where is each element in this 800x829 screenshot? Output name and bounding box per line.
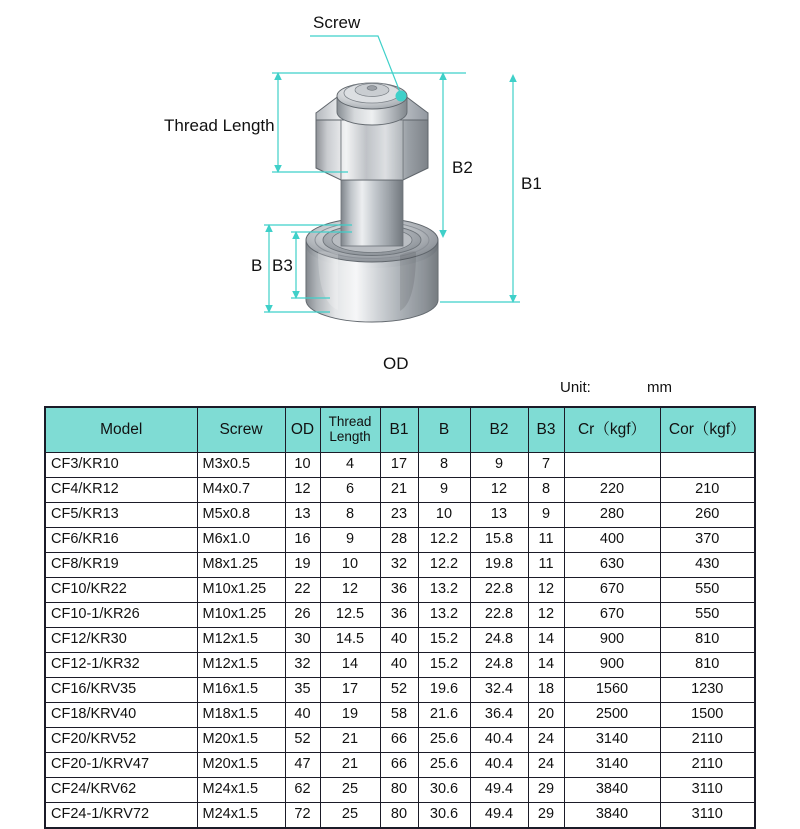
cell-cor: 260 [660, 503, 755, 528]
cell-b2: 40.4 [470, 728, 528, 753]
cell-model: CF16/KRV35 [45, 678, 197, 703]
table-row [45, 628, 755, 653]
cell-b1: 52 [380, 678, 418, 703]
table-row [45, 678, 755, 703]
cell-model: CF24-1/KRV72 [45, 803, 197, 829]
cell-b: 12.2 [418, 553, 470, 578]
table-row [45, 578, 755, 603]
cell-thread-length: 21 [320, 728, 380, 753]
cell-screw: M10x1.25 [197, 578, 285, 603]
cell-b3: 11 [528, 528, 564, 553]
cell-b2: 36.4 [470, 703, 528, 728]
cell-b1: 23 [380, 503, 418, 528]
label-od: OD [383, 354, 409, 373]
specification-table-container [44, 406, 754, 829]
cell-b2: 40.4 [470, 753, 528, 778]
cell-b: 21.6 [418, 703, 470, 728]
cell-b: 13.2 [418, 603, 470, 628]
cell-cor: 550 [660, 603, 755, 628]
dim-arrow-b3 [292, 231, 300, 299]
cell-od: 40 [285, 703, 320, 728]
cell-cor: 2110 [660, 728, 755, 753]
cell-b: 30.6 [418, 803, 470, 829]
cell-od: 10 [285, 453, 320, 478]
cell-cr: 900 [564, 653, 660, 678]
label-b3: B3 [272, 256, 293, 275]
table-row [45, 553, 755, 578]
cell-model: CF20-1/KRV47 [45, 753, 197, 778]
bearing-illustration [0, 0, 800, 395]
cell-b2: 12 [470, 478, 528, 503]
cell-cor: 810 [660, 628, 755, 653]
cell-b1: 36 [380, 603, 418, 628]
table-row [45, 603, 755, 628]
cell-cor: 210 [660, 478, 755, 503]
cell-model: CF8/KR19 [45, 553, 197, 578]
cell-thread-length: 14 [320, 653, 380, 678]
label-b1: B1 [521, 174, 542, 193]
cell-b3: 8 [528, 478, 564, 503]
column-header-cor: Cor（kgf） [660, 407, 755, 453]
unit-value: mm [647, 379, 672, 396]
cell-cr: 3140 [564, 728, 660, 753]
cell-screw: M8x1.25 [197, 553, 285, 578]
cell-cr: 1560 [564, 678, 660, 703]
cell-thread-length: 12.5 [320, 603, 380, 628]
cell-od: 62 [285, 778, 320, 803]
table-row [45, 528, 755, 553]
cell-b1: 17 [380, 453, 418, 478]
cell-b3: 7 [528, 453, 564, 478]
cell-cr: 3140 [564, 753, 660, 778]
cell-model: CF20/KRV52 [45, 728, 197, 753]
cell-cor: 550 [660, 578, 755, 603]
cell-b3: 11 [528, 553, 564, 578]
cell-b2: 49.4 [470, 803, 528, 829]
table-row [45, 728, 755, 753]
table-row [45, 803, 755, 829]
cell-b3: 24 [528, 753, 564, 778]
cell-screw: M20x1.5 [197, 753, 285, 778]
cell-b2: 15.8 [470, 528, 528, 553]
cell-cor: 810 [660, 653, 755, 678]
cell-model: CF18/KRV40 [45, 703, 197, 728]
cell-thread-length: 4 [320, 453, 380, 478]
cell-od: 13 [285, 503, 320, 528]
dim-arrow-thread-length [274, 72, 282, 173]
cell-screw: M12x1.5 [197, 628, 285, 653]
table-row [45, 478, 755, 503]
column-header-od: OD [285, 407, 320, 453]
cell-screw: M24x1.5 [197, 778, 285, 803]
cell-b2: 22.8 [470, 578, 528, 603]
cell-cor: 370 [660, 528, 755, 553]
cell-cr: 280 [564, 503, 660, 528]
cell-b: 15.2 [418, 653, 470, 678]
cell-b1: 40 [380, 628, 418, 653]
cell-thread-length: 8 [320, 503, 380, 528]
cell-thread-length: 17 [320, 678, 380, 703]
cell-b2: 24.8 [470, 653, 528, 678]
table-row [45, 503, 755, 528]
cell-screw: M12x1.5 [197, 653, 285, 678]
cell-model: CF6/KR16 [45, 528, 197, 553]
cell-b1: 66 [380, 753, 418, 778]
unit-label: Unit: [560, 379, 591, 396]
cell-b3: 9 [528, 503, 564, 528]
cell-thread-length: 12 [320, 578, 380, 603]
cell-b3: 24 [528, 728, 564, 753]
cell-b3: 18 [528, 678, 564, 703]
cell-cr: 2500 [564, 703, 660, 728]
cell-cr: 400 [564, 528, 660, 553]
cell-cr: 220 [564, 478, 660, 503]
cell-b: 9 [418, 478, 470, 503]
cell-b2: 13 [470, 503, 528, 528]
column-header-b1: B1 [380, 407, 418, 453]
cell-b3: 29 [528, 803, 564, 829]
cell-model: CF10-1/KR26 [45, 603, 197, 628]
dim-arrow-b2 [439, 72, 447, 238]
cell-model: CF12-1/KR32 [45, 653, 197, 678]
cell-b3: 12 [528, 603, 564, 628]
cell-b: 19.6 [418, 678, 470, 703]
cell-od: 52 [285, 728, 320, 753]
cell-b1: 21 [380, 478, 418, 503]
screw-end-cap [337, 83, 407, 125]
cell-od: 22 [285, 578, 320, 603]
dim-arrow-b1 [509, 74, 517, 303]
cell-model: CF12/KR30 [45, 628, 197, 653]
cell-cr: 630 [564, 553, 660, 578]
unit-note [44, 379, 753, 401]
cell-od: 16 [285, 528, 320, 553]
cell-od: 19 [285, 553, 320, 578]
cell-screw: M5x0.8 [197, 503, 285, 528]
cell-thread-length: 25 [320, 778, 380, 803]
cell-b3: 12 [528, 578, 564, 603]
cell-screw: M18x1.5 [197, 703, 285, 728]
column-header-b: B [418, 407, 470, 453]
table-row [45, 653, 755, 678]
cell-b2: 32.4 [470, 678, 528, 703]
cell-od: 30 [285, 628, 320, 653]
cell-b1: 58 [380, 703, 418, 728]
cell-cor: 430 [660, 553, 755, 578]
cell-od: 35 [285, 678, 320, 703]
table-body [45, 453, 755, 829]
cell-screw: M10x1.25 [197, 603, 285, 628]
cell-od: 72 [285, 803, 320, 829]
cell-b: 10 [418, 503, 470, 528]
column-header-screw: Screw [197, 407, 285, 453]
cell-screw: M3x0.5 [197, 453, 285, 478]
cell-b: 15.2 [418, 628, 470, 653]
product-dimension-diagram [0, 0, 800, 395]
cell-b3: 14 [528, 653, 564, 678]
cell-b: 25.6 [418, 753, 470, 778]
cell-screw: M6x1.0 [197, 528, 285, 553]
cell-b3: 29 [528, 778, 564, 803]
cell-model: CF10/KR22 [45, 578, 197, 603]
cell-model: CF24/KRV62 [45, 778, 197, 803]
cell-b2: 22.8 [470, 603, 528, 628]
cell-b1: 32 [380, 553, 418, 578]
cell-screw: M20x1.5 [197, 728, 285, 753]
cell-cr [564, 453, 660, 478]
cell-b: 8 [418, 453, 470, 478]
cell-b1: 36 [380, 578, 418, 603]
table-row [45, 453, 755, 478]
cell-b1: 28 [380, 528, 418, 553]
bearing-body [306, 83, 438, 322]
cell-model: CF4/KR12 [45, 478, 197, 503]
cell-cor: 3110 [660, 778, 755, 803]
cell-od: 32 [285, 653, 320, 678]
column-header-thread-length: Thread Length [320, 407, 380, 453]
cell-b: 13.2 [418, 578, 470, 603]
cell-od: 12 [285, 478, 320, 503]
label-thread-length: Thread Length [164, 116, 275, 135]
cell-thread-length: 21 [320, 753, 380, 778]
cell-b: 30.6 [418, 778, 470, 803]
label-b: B [251, 256, 263, 275]
cell-cr: 900 [564, 628, 660, 653]
table-row [45, 753, 755, 778]
cell-b3: 20 [528, 703, 564, 728]
cell-cr: 3840 [564, 778, 660, 803]
column-header-b3: B3 [528, 407, 564, 453]
cell-b3: 14 [528, 628, 564, 653]
cell-cor: 3110 [660, 803, 755, 829]
cell-b1: 66 [380, 728, 418, 753]
cell-screw: M16x1.5 [197, 678, 285, 703]
cell-thread-length: 19 [320, 703, 380, 728]
column-header-model: Model [45, 407, 197, 453]
cell-screw: M24x1.5 [197, 803, 285, 829]
cell-b2: 19.8 [470, 553, 528, 578]
column-header-b2: B2 [470, 407, 528, 453]
table-header [45, 407, 755, 453]
label-screw: Screw [313, 13, 361, 32]
table-row [45, 703, 755, 728]
cell-b1: 80 [380, 803, 418, 829]
cell-cr: 3840 [564, 803, 660, 829]
cell-b2: 9 [470, 453, 528, 478]
cell-od: 26 [285, 603, 320, 628]
cell-b2: 49.4 [470, 778, 528, 803]
table-row [45, 778, 755, 803]
specification-table [44, 406, 756, 829]
cell-thread-length: 10 [320, 553, 380, 578]
cell-b1: 80 [380, 778, 418, 803]
cell-b2: 24.8 [470, 628, 528, 653]
cell-b: 12.2 [418, 528, 470, 553]
cell-thread-length: 9 [320, 528, 380, 553]
cell-thread-length: 14.5 [320, 628, 380, 653]
cell-cr: 670 [564, 603, 660, 628]
cell-thread-length: 25 [320, 803, 380, 829]
cell-thread-length: 6 [320, 478, 380, 503]
cell-cor: 1230 [660, 678, 755, 703]
cell-model: CF5/KR13 [45, 503, 197, 528]
cell-cor: 1500 [660, 703, 755, 728]
cell-cr: 670 [564, 578, 660, 603]
column-header-cr: Cr（kgf） [564, 407, 660, 453]
cell-cor [660, 453, 755, 478]
label-b2: B2 [452, 158, 473, 177]
cell-screw: M4x0.7 [197, 478, 285, 503]
table-header-row [45, 407, 755, 453]
cell-cor: 2110 [660, 753, 755, 778]
cell-model: CF3/KR10 [45, 453, 197, 478]
cell-b: 25.6 [418, 728, 470, 753]
cell-b1: 40 [380, 653, 418, 678]
cell-od: 47 [285, 753, 320, 778]
